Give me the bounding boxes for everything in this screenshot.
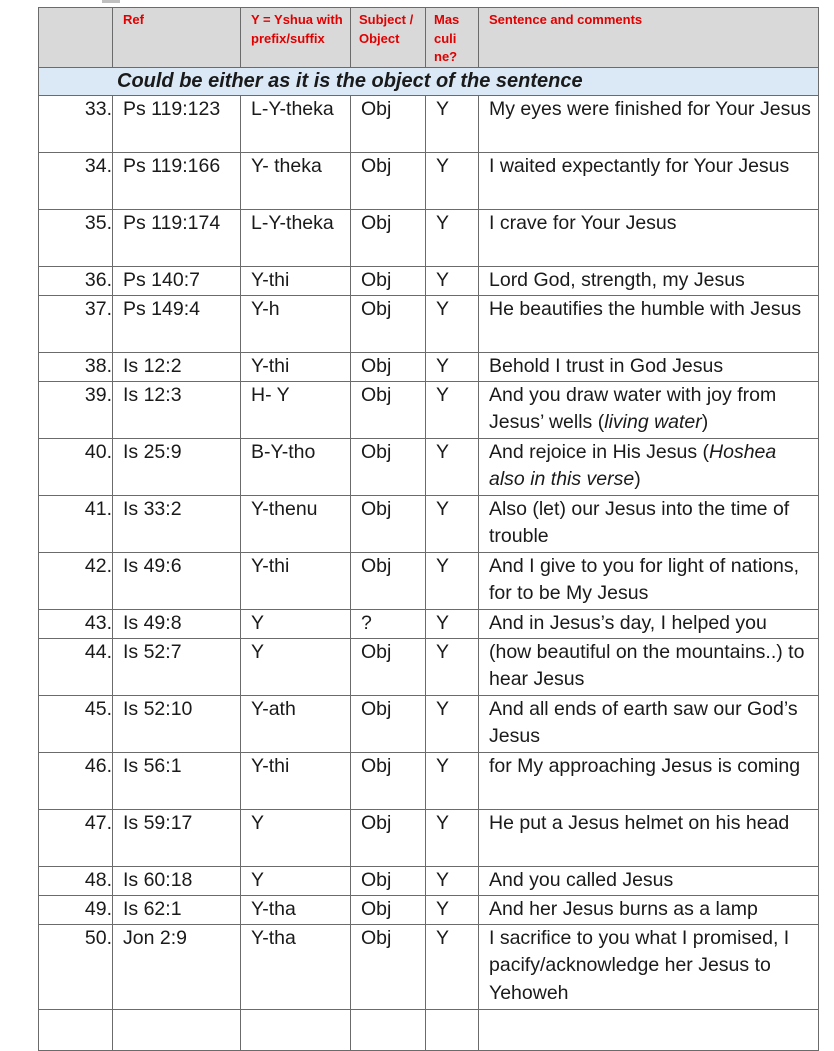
row-subject-object: Obj: [351, 209, 426, 266]
header-number-cell: [39, 8, 113, 68]
table-row: [39, 438, 819, 495]
row-number: 46.: [39, 752, 113, 809]
row-form: L-Y-theka: [241, 95, 351, 152]
table-row: [39, 495, 819, 552]
sentence-text: I waited expectantly for Your Jesus: [489, 154, 790, 177]
ruler-marker: [102, 0, 120, 3]
row-sentence: [479, 552, 819, 609]
table-row: [39, 924, 819, 1009]
row-subject-object: Obj: [351, 95, 426, 152]
sentence-text: Lord God, strength, my Jesus: [489, 268, 745, 291]
row-form: Y-tha: [241, 924, 351, 1009]
row-subject-object: Obj: [351, 895, 426, 924]
row-masculine: Y: [426, 295, 479, 352]
table-row: [39, 266, 819, 295]
row-masculine: Y: [426, 809, 479, 866]
header-ref: Ref: [113, 8, 241, 68]
row-ref: Is 12:2: [113, 352, 241, 381]
row-sentence: [479, 866, 819, 895]
empty-cell: [479, 1009, 819, 1050]
row-ref: Is 52:7: [113, 638, 241, 695]
row-masculine: Y: [426, 95, 479, 152]
row-sentence: [479, 152, 819, 209]
row-sentence: [479, 295, 819, 352]
empty-cell: [39, 1009, 113, 1050]
row-sentence: And rejoice in His Jesus (Hoshea also in this verse): [479, 438, 819, 495]
row-ref: Is 49:8: [113, 609, 241, 638]
row-number: 33.: [39, 95, 113, 152]
row-sentence: And you draw water with joy from Jesus’ wells (living water): [479, 381, 819, 438]
empty-cell: [241, 1009, 351, 1050]
sentence-text: And you draw water with joy from Jesus’ wells: [489, 383, 777, 434]
row-subject-object: Obj: [351, 638, 426, 695]
row-subject-object: Obj: [351, 866, 426, 895]
row-ref: Is 49:6: [113, 552, 241, 609]
header-yshua: Y = Yshua with prefix/suffix: [241, 8, 351, 68]
header-masculine: Mas culi ne?: [426, 8, 479, 68]
row-subject-object: ?: [351, 609, 426, 638]
table-row: [39, 552, 819, 609]
row-ref: Ps 119:174: [113, 209, 241, 266]
sentence-text: Also (let) our Jesus into the time of trouble: [489, 497, 790, 548]
row-subject-object: Obj: [351, 495, 426, 552]
sentence-text: And rejoice in His Jesus: [489, 440, 698, 463]
row-number: 44.: [39, 638, 113, 695]
row-masculine: Y: [426, 695, 479, 752]
row-ref: Is 12:3: [113, 381, 241, 438]
row-sentence: [479, 638, 819, 695]
row-ref: Is 62:1: [113, 895, 241, 924]
header-subject-object: Subject / Object: [351, 8, 426, 68]
sentence-text: Behold I trust in God Jesus: [489, 354, 724, 377]
row-form: L-Y-theka: [241, 209, 351, 266]
row-subject-object: Obj: [351, 352, 426, 381]
row-masculine: Y: [426, 209, 479, 266]
row-subject-object: Obj: [351, 752, 426, 809]
sentence-text: I sacrifice to you what I promised, I pacify/acknowledge her Jesus to Yehoweh: [489, 926, 790, 1004]
row-form: Y-thenu: [241, 495, 351, 552]
row-masculine: Y: [426, 381, 479, 438]
row-number: 39.: [39, 381, 113, 438]
sentence-text: And you called Jesus: [489, 868, 674, 891]
row-masculine: Y: [426, 638, 479, 695]
row-subject-object: Obj: [351, 266, 426, 295]
sentence-text: He beautifies the humble with Jesus: [489, 297, 802, 320]
row-subject-object: Obj: [351, 295, 426, 352]
row-number: 47.: [39, 809, 113, 866]
row-number: 43.: [39, 609, 113, 638]
row-form: Y: [241, 866, 351, 895]
section-band: Could be either as it is the object of the sentence: [39, 67, 819, 95]
table-body: [39, 95, 819, 1050]
table-row: [39, 209, 819, 266]
row-form: Y-h: [241, 295, 351, 352]
empty-cell: [351, 1009, 426, 1050]
sentence-note: Hoshea also in this verse: [489, 440, 777, 491]
row-subject-object: Obj: [351, 552, 426, 609]
sentence-note: living water: [604, 411, 702, 434]
table-row: [39, 152, 819, 209]
row-ref: Ps 149:4: [113, 295, 241, 352]
row-number: 48.: [39, 866, 113, 895]
row-masculine: Y: [426, 866, 479, 895]
row-form: Y-ath: [241, 695, 351, 752]
row-form: H- Y: [241, 381, 351, 438]
row-form: Y-thi: [241, 352, 351, 381]
row-ref: Ps 140:7: [113, 266, 241, 295]
row-sentence: [479, 209, 819, 266]
row-number: 35.: [39, 209, 113, 266]
table-row: [39, 638, 819, 695]
header-row: [39, 8, 819, 68]
row-subject-object: Obj: [351, 438, 426, 495]
row-number: 36.: [39, 266, 113, 295]
row-number: 34.: [39, 152, 113, 209]
header-sentence: Sentence and comments: [479, 8, 819, 68]
sentence-text: My eyes were finished for Your Jesus: [489, 97, 811, 120]
row-subject-object: Obj: [351, 152, 426, 209]
row-masculine: Y: [426, 152, 479, 209]
table-row: [39, 809, 819, 866]
row-number: 40.: [39, 438, 113, 495]
row-form: Y-thi: [241, 266, 351, 295]
table-row: [39, 609, 819, 638]
row-number: 45.: [39, 695, 113, 752]
row-masculine: Y: [426, 266, 479, 295]
row-number: 38.: [39, 352, 113, 381]
table-row: [39, 295, 819, 352]
row-sentence: [479, 609, 819, 638]
row-masculine: Y: [426, 552, 479, 609]
row-form: Y-tha: [241, 895, 351, 924]
sentence-text: And in Jesus’s day, I helped you: [489, 611, 767, 634]
table-row: [39, 95, 819, 152]
table-row: [39, 752, 819, 809]
row-sentence: [479, 895, 819, 924]
empty-row: [39, 1009, 819, 1050]
table-row: [39, 381, 819, 438]
scripture-table: [38, 7, 819, 1051]
sentence-text: He put a Jesus helmet on his head: [489, 811, 790, 834]
row-sentence: [479, 266, 819, 295]
row-ref: Is 52:10: [113, 695, 241, 752]
table-row: [39, 895, 819, 924]
table-row: [39, 695, 819, 752]
sentence-text: (how beautiful on the mountains..) to hear Jesus: [489, 640, 805, 691]
row-ref: Jon 2:9: [113, 924, 241, 1009]
row-ref: Is 25:9: [113, 438, 241, 495]
row-subject-object: Obj: [351, 695, 426, 752]
row-sentence: [479, 924, 819, 1009]
row-sentence: [479, 752, 819, 809]
row-subject-object: Obj: [351, 924, 426, 1009]
row-form: Y-thi: [241, 752, 351, 809]
sentence-text: And all ends of earth saw our God’s Jesus: [489, 697, 798, 748]
sentence-text: And I give to you for light of nations, for to be My Jesus: [489, 554, 800, 605]
row-sentence: [479, 695, 819, 752]
table-row: [39, 352, 819, 381]
row-sentence: [479, 95, 819, 152]
sentence-text: I crave for Your Jesus: [489, 211, 677, 234]
row-ref: Is 33:2: [113, 495, 241, 552]
row-masculine: Y: [426, 438, 479, 495]
row-number: 41.: [39, 495, 113, 552]
row-ref: Ps 119:123: [113, 95, 241, 152]
row-sentence: [479, 495, 819, 552]
row-sentence: [479, 352, 819, 381]
sentence-text: And her Jesus burns as a lamp: [489, 897, 758, 920]
row-form: B-Y-tho: [241, 438, 351, 495]
row-ref: Ps 119:166: [113, 152, 241, 209]
row-ref: Is 60:18: [113, 866, 241, 895]
row-form: Y: [241, 809, 351, 866]
row-number: 42.: [39, 552, 113, 609]
row-ref: Is 56:1: [113, 752, 241, 809]
row-subject-object: Obj: [351, 381, 426, 438]
empty-cell: [113, 1009, 241, 1050]
row-masculine: Y: [426, 895, 479, 924]
row-number: 37.: [39, 295, 113, 352]
row-subject-object: Obj: [351, 809, 426, 866]
row-masculine: Y: [426, 352, 479, 381]
row-form: Y: [241, 609, 351, 638]
row-form: Y: [241, 638, 351, 695]
row-number: 50.: [39, 924, 113, 1009]
row-masculine: Y: [426, 924, 479, 1009]
row-ref: Is 59:17: [113, 809, 241, 866]
row-masculine: Y: [426, 752, 479, 809]
table-row: [39, 866, 819, 895]
sentence-text: for My approaching Jesus is coming: [489, 754, 801, 777]
row-form: Y-thi: [241, 552, 351, 609]
row-number: 49.: [39, 895, 113, 924]
section-band-row: [39, 67, 819, 95]
empty-cell: [426, 1009, 479, 1050]
row-masculine: Y: [426, 609, 479, 638]
row-form: Y- theka: [241, 152, 351, 209]
row-sentence: [479, 809, 819, 866]
row-masculine: Y: [426, 495, 479, 552]
